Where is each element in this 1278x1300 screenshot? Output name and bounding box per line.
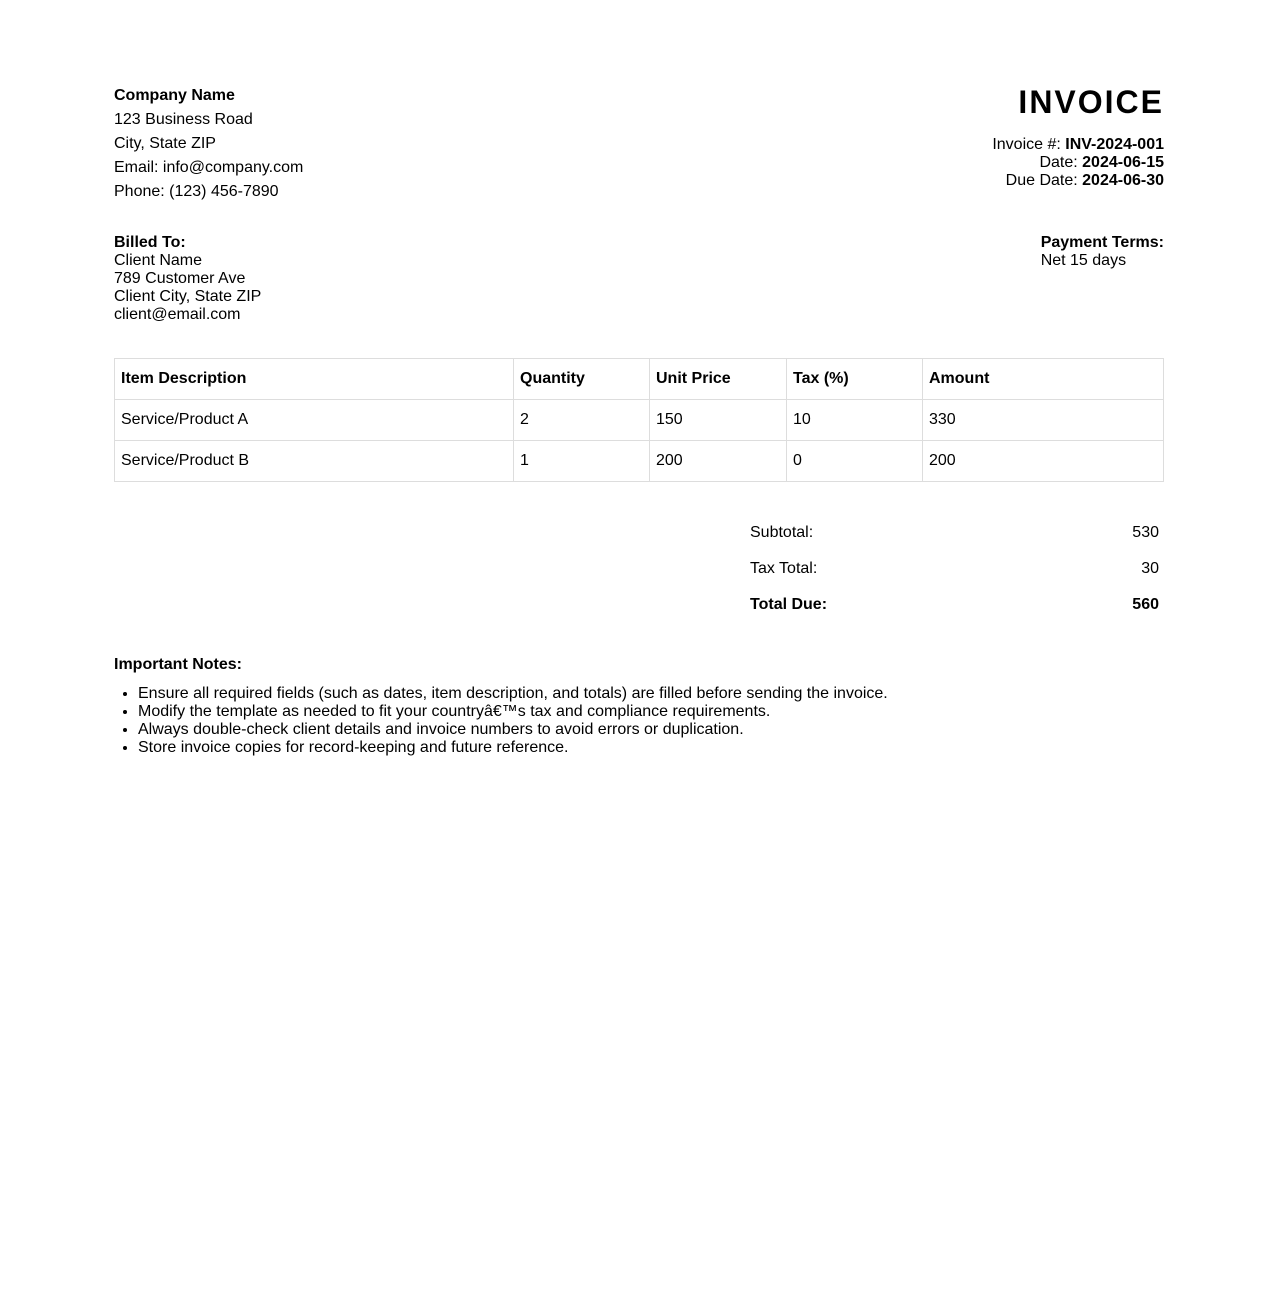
subtotal-row [750,515,1164,551]
tax-total-value: 30 [1141,560,1159,577]
cell-unit-price: 200 [650,441,787,482]
billing-section [114,234,1164,344]
invoice-meta [992,84,1164,190]
items-table [114,358,1164,482]
invoice-header [114,84,1164,214]
invoice-due-value: 2024-06-30 [1082,172,1164,189]
cell-unit-price: 150 [650,400,787,441]
company-city: City, State ZIP [114,135,216,152]
invoice-due-line [992,172,1164,190]
invoice-number-value: INV-2024-001 [1065,136,1164,153]
list-item: • Store invoice copies for record-keeping and future reference. [138,739,1164,757]
notes-section [114,655,1164,757]
table-row [115,441,1164,482]
invoice-date-line [992,154,1164,172]
invoice-due-label: Due Date: [1005,172,1078,189]
tax-total-row [750,551,1164,587]
client-city: Client City, State ZIP [114,288,262,305]
company-name: Company Name [114,87,235,104]
totals-section [750,515,1164,623]
list-item: • Modify the template as needed to fit your countryâ€™s tax and compliance requirements. [138,703,1164,721]
client-name: Client Name [114,252,203,269]
header-item-description: Item Description [115,359,514,400]
total-due-value: 560 [1132,596,1159,613]
billed-to [114,234,261,324]
subtotal-label: Subtotal: [750,524,814,541]
payment-terms-value: Net 15 days [1040,252,1127,269]
notes-list [114,685,1164,757]
subtotal-value: 530 [1132,524,1159,541]
tax-total-label: Tax Total: [750,560,818,577]
payment-terms-label: Payment Terms: [1040,234,1164,251]
invoice-date-value: 2024-06-15 [1082,154,1164,171]
company-address: 123 Business Road [114,111,253,128]
cell-item-description: Service/Product A [115,400,514,441]
list-item: • Always double-check client details and invoice numbers to avoid errors or duplication. [138,721,1164,739]
invoice-date-label: Date: [1039,154,1078,171]
total-due-label: Total Due: [750,596,828,613]
company-info [114,84,303,204]
client-address: 789 Customer Ave [114,270,246,287]
header-tax: Tax (%) [787,359,923,400]
total-due-row [750,587,1164,623]
cell-amount: 200 [923,441,1164,482]
invoice-title: INVOICE [1018,84,1164,120]
client-email: client@email.com [114,306,241,323]
list-item: • Ensure all required fields (such as dates, item description, and totals) are filled before sending the invoice. [138,685,1164,703]
invoice-number-line [992,136,1164,154]
cell-quantity: 2 [514,400,650,441]
table-header-row [115,359,1164,400]
billed-to-label: Billed To: [114,234,186,251]
cell-quantity: 1 [514,441,650,482]
header-amount: Amount [923,359,1164,400]
invoice-page [114,84,1164,756]
table-row [115,400,1164,441]
cell-tax: 0 [787,441,923,482]
header-unit-price: Unit Price [650,359,787,400]
payment-terms [1041,234,1164,270]
invoice-number-label: Invoice #: [992,136,1061,153]
company-phone: Phone: (123) 456-7890 [114,183,279,200]
header-quantity: Quantity [514,359,650,400]
cell-tax: 10 [787,400,923,441]
cell-item-description: Service/Product B [115,441,514,482]
notes-title: Important Notes: [114,656,242,673]
company-email: Email: info@company.com [114,159,304,176]
cell-amount: 330 [923,400,1164,441]
